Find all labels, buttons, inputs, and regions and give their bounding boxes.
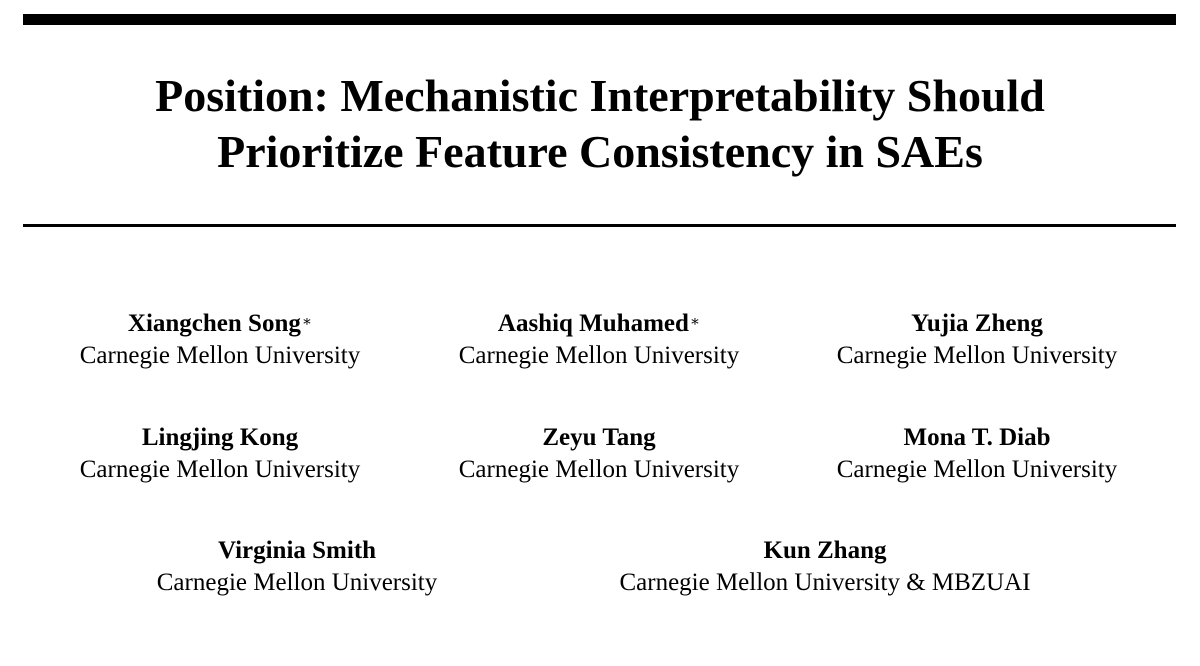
author-name: Kun Zhang <box>763 537 887 564</box>
top-rule <box>23 14 1176 25</box>
title-line-1: Position: Mechanistic Interpretability Should <box>155 70 1045 121</box>
author-affiliation: Carnegie Mellon University <box>458 456 740 483</box>
author-name: Zeyu Tang <box>542 424 656 451</box>
author-block <box>10 308 430 372</box>
author-affiliation: Carnegie Mellon University <box>79 342 361 369</box>
author-block <box>767 422 1187 486</box>
author-name: Xiangchen Song∗ <box>127 310 313 337</box>
author-affiliation: Carnegie Mellon University <box>79 456 361 483</box>
author-affiliation: Carnegie Mellon University <box>836 456 1118 483</box>
bottom-rule <box>23 224 1176 227</box>
author-block <box>389 308 809 372</box>
equal-contribution-mark: ∗ <box>689 314 701 330</box>
equal-contribution-mark: ∗ <box>301 314 313 330</box>
author-affiliation: Carnegie Mellon University <box>458 342 740 369</box>
author-block <box>767 308 1187 372</box>
author-name: Yujia Zheng <box>911 310 1043 337</box>
author-block <box>87 535 507 599</box>
author-name: Virginia Smith <box>217 537 377 564</box>
author-name: Lingjing Kong <box>141 424 299 451</box>
author-block <box>615 535 1035 599</box>
author-affiliation: Carnegie Mellon University <box>156 569 438 596</box>
author-name: Mona T. Diab <box>903 424 1051 451</box>
author-affiliation: Carnegie Mellon University & MBZUAI <box>619 569 1031 596</box>
author-block <box>389 422 809 486</box>
paper-title <box>0 68 1200 180</box>
author-block <box>10 422 430 486</box>
author-name: Aashiq Muhamed∗ <box>497 310 701 337</box>
title-line-2: Prioritize Feature Consistency in SAEs <box>217 126 983 177</box>
author-affiliation: Carnegie Mellon University <box>836 342 1118 369</box>
